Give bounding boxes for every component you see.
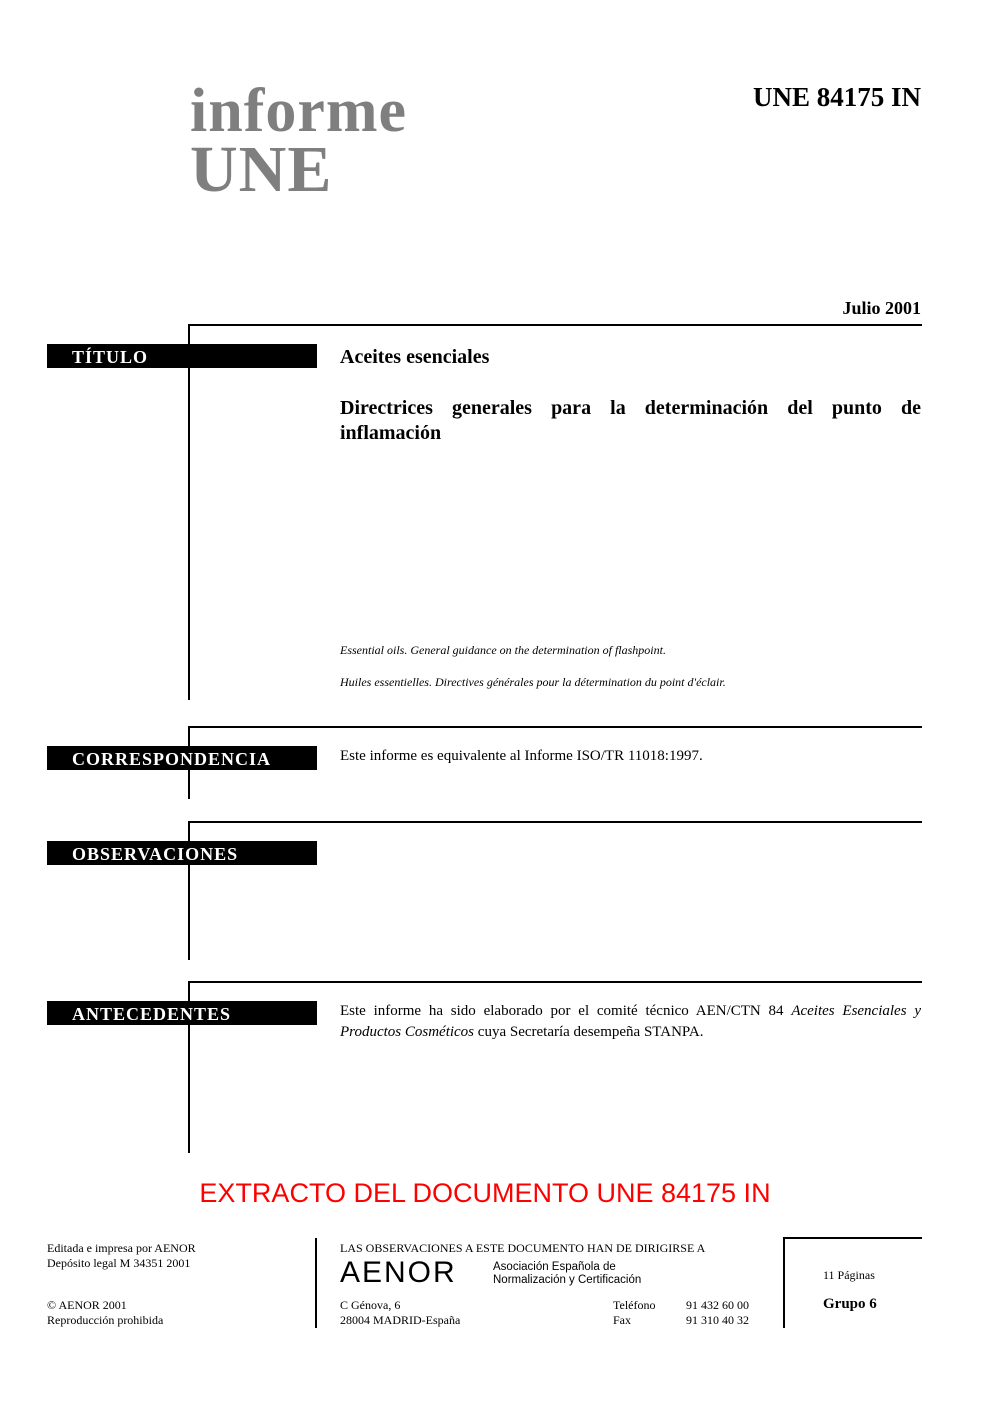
title-english: Essential oils. General guidance on the determination of flashpoint. xyxy=(340,643,666,657)
extract-banner: EXTRACTO DEL DOCUMENTO UNE 84175 IN xyxy=(199,1178,771,1208)
footer-deposit: Depósito legal M 34351 2001 xyxy=(47,1256,191,1270)
footer-fax-value: 91 310 40 32 xyxy=(686,1313,749,1327)
footer-fax-label: Fax xyxy=(613,1313,631,1327)
section-label-observaciones: OBSERVACIONES xyxy=(47,841,317,865)
section-vline-titulo xyxy=(188,324,190,700)
footer-phone-value: 91 432 60 00 xyxy=(686,1298,749,1312)
antecedents-text xyxy=(340,1001,921,1043)
section-divider-titulo xyxy=(188,324,922,326)
document-title: Aceites esenciales xyxy=(340,346,490,368)
antecedents-text-post: cuya Secretaría desempeña STANPA. xyxy=(474,1024,704,1040)
aenor-association-line1: Asociación Española de xyxy=(493,1261,616,1273)
footer-reproduction: Reproducción prohibida xyxy=(47,1313,164,1327)
section-divider-correspondencia xyxy=(188,726,922,728)
section-divider-antecedentes xyxy=(188,981,922,983)
footer-divider-left xyxy=(315,1238,317,1328)
committee-name: Aceites Esenciales y Productos Cosméticos xyxy=(340,1003,921,1040)
brand-une: UNE xyxy=(190,133,333,206)
footer-observations-notice: LAS OBSERVACIONES A ESTE DOCUMENTO HAN DE DIRIGIRSE A xyxy=(340,1241,706,1255)
section-label-titulo: TÍTULO xyxy=(47,344,317,368)
footer-pages: 11 Páginas xyxy=(823,1268,875,1282)
document-date: Julio 2001 xyxy=(842,298,921,318)
section-divider-observaciones xyxy=(188,821,922,823)
section-label-correspondencia: CORRESPONDENCIA xyxy=(47,746,317,770)
footer-box-top xyxy=(783,1237,922,1239)
footer-phone-label: Teléfono xyxy=(613,1298,656,1312)
correspondence-text: Este informe es equivalente al Informe ISO/TR 11018:1997. xyxy=(340,748,703,764)
footer-address-line1: C Génova, 6 xyxy=(340,1298,401,1312)
document-code: UNE 84175 IN xyxy=(752,82,921,112)
footer-box-left xyxy=(783,1237,785,1328)
brand-informe: informe xyxy=(190,77,408,145)
section-label-antecedentes: ANTECEDENTES xyxy=(47,1001,317,1025)
aenor-association-line2: Normalización y Certificación xyxy=(493,1274,642,1286)
aenor-logo: AENOR xyxy=(340,1256,457,1289)
title-french: Huiles essentielles. Directives générales pour la détermination du point d'éclair. xyxy=(340,675,726,689)
antecedents-text-pre: Este informe ha sido elaborado por el comité técnico AEN/CTN 84 xyxy=(340,1003,792,1019)
footer-copyright: © AENOR 2001 xyxy=(47,1298,127,1312)
footer-group: Grupo 6 xyxy=(823,1296,877,1312)
document-subtitle: Directrices generales para la determinación del punto de inflamación xyxy=(340,397,921,444)
footer-address-line2: 28004 MADRID-España xyxy=(340,1313,461,1327)
footer-edited: Editada e impresa por AENOR xyxy=(47,1241,196,1255)
